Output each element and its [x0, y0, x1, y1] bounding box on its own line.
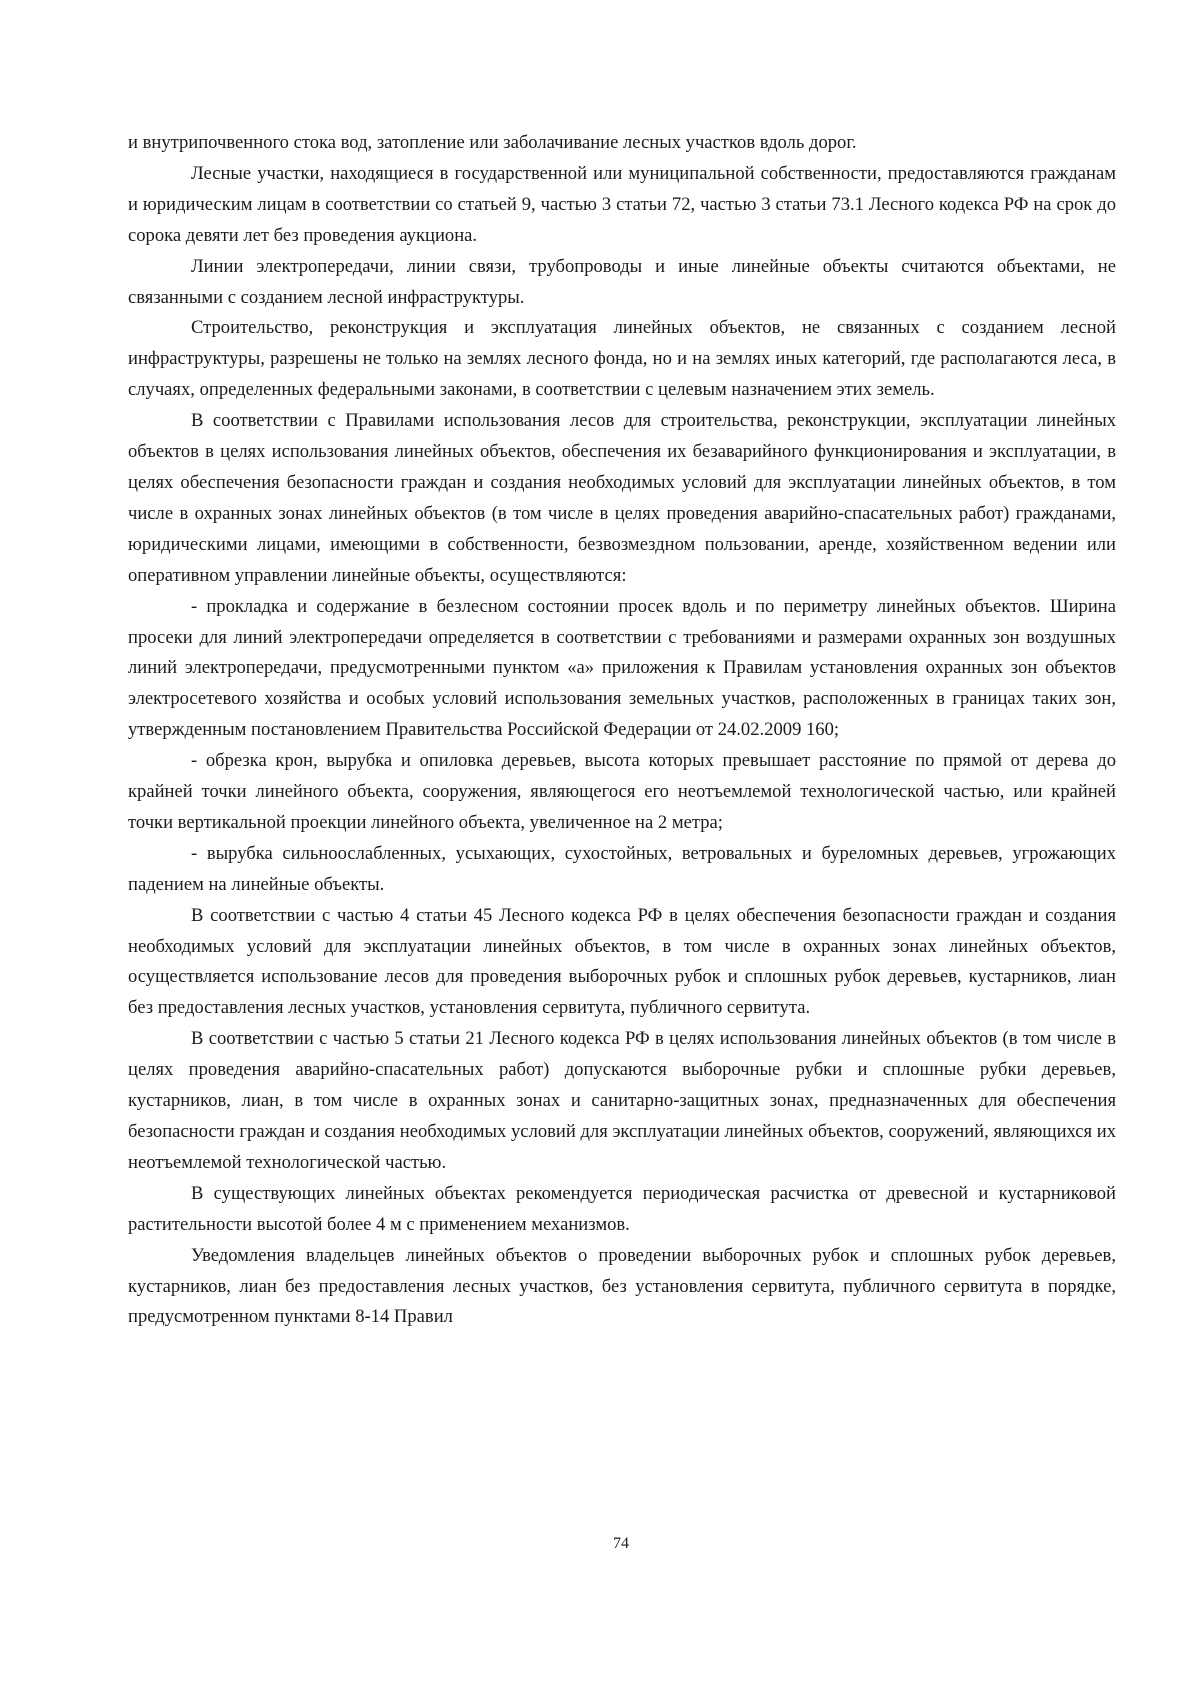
page-number: 74 [613, 1535, 629, 1552]
paragraph-linear-objects-definition: Линии электропередачи, линии связи, трубопроводы и иные линейные объекты считаются объектами, не связанными с созданием лесной инфраструктуры. [128, 255, 1116, 308]
paragraph-recommendation: В существующих линейных объектах рекомендуется периодическая расчистка от древесной и кустарниковой растительности высотой более 4 м с применением механизмов. [128, 1182, 1116, 1235]
list-item-pruning: - обрезка крон, вырубка и опиловка деревьев, высота которых превышает расстояние по прямой от дерева до крайней точки линейного объекта, сооружения, являющегося его неотъемлемой технологической частью, или крайней точки вертикальной проекции линейного объекта, увеличенное на 2 метра; [128, 750, 1116, 833]
paragraph-article-21: В соответствии с частью 5 статьи 21 Лесного кодекса РФ в целях использования линейных объектов (в том числе в целях проведения аварийно-спасательных работ) допускаются выборочные рубки и сплошные рубки деревьев, кустарников, лиан, в том числе в охранных зонах и санитарно-защитных зонах, предназначенных для обеспечения безопасности граждан и создания необходимых условий для эксплуатации линейных объектов, сооружений, являющихся их неотъемлемой технологической частью. [128, 1028, 1116, 1173]
paragraph-forest-plots: Лесные участки, находящиеся в государственной или муниципальной собственности, предоставляются гражданам и юридическим лицам в соответствии со статьей 9, частью 3 статьи 72, частью 3 статьи 73.1 Лесного кодекса РФ на срок до сорока девяти лет без проведения аукциона. [128, 162, 1116, 246]
list-item-felling: - вырубка сильноослабленных, усыхающих, сухостойных, ветровальных и буреломных деревьев, угрожающих падением на линейные объекты. [128, 842, 1116, 895]
paragraph-article-45: В соответствии с частью 4 статьи 45 Лесного кодекса РФ в целях обеспечения безопасности граждан и создания необходимых условий для эксплуатации линейных объектов, в том числе в охранных зонах линейных объектов, осуществляется использование лесов для проведения выборочных рубок и сплошных рубок деревьев, кустарников, лиан без предоставления лесных участков, установления сервитута, публичного сервитута. [128, 904, 1116, 1019]
paragraph-continuation: и внутрипочвенного стока вод, затопление или заболачивание лесных участков вдоль дорог. [128, 132, 857, 153]
paragraph-construction: Строительство, реконструкция и эксплуатация линейных объектов, не связанных с созданием лесной инфраструктуры, разрешены не только на землях лесного фонда, но и на землях иных категорий, где располагаются леса, в случаях, определенных федеральными законами, в соответствии с целевым назначением этих земель. [128, 317, 1116, 401]
paragraph-rules-usage: В соответствии с Правилами использования лесов для строительства, реконструкции, эксплуатации линейных объектов в целях использования линейных объектов, обеспечения их безаварийного функционирования и эксплуатации, в целях обеспечения безопасности граждан и создания необходимых условий для эксплуатации линейных объектов, в том числе в охранных зонах линейных объектов (в том числе в целях проведения аварийно-спасательных работ) гражданами, юридическими лицами, имеющими в собственности, безвозмездном пользовании, аренде, хозяйственном ведении или оперативном управлении линейные объекты, осуществляются: [128, 410, 1116, 586]
list-item-clearing: - прокладка и содержание в безлесном состоянии просек вдоль и по периметру линейных объектов. Ширина просеки для линий электропередачи определяется в соответствии с требованиями и размерами охранных зон воздушных линий электропередачи, предусмотренными пунктом «а» приложения к Правилам установления охранных зон объектов электросетевого хозяйства и особых условий использования земельных участков, расположенных в границах таких зон, утвержденным постановлением Правительства Российской Федерации от 24.02.2009 160; [128, 595, 1116, 741]
document-body [128, 128, 1116, 1333]
paragraph-notifications: Уведомления владельцев линейных объектов о проведении выборочных рубок и сплошных рубок деревьев, кустарников, лиан без предоставления лесных участков, без установления сервитута, публичного сервитута в порядке, предусмотренном пунктами 8-14 Правил [128, 1244, 1116, 1328]
